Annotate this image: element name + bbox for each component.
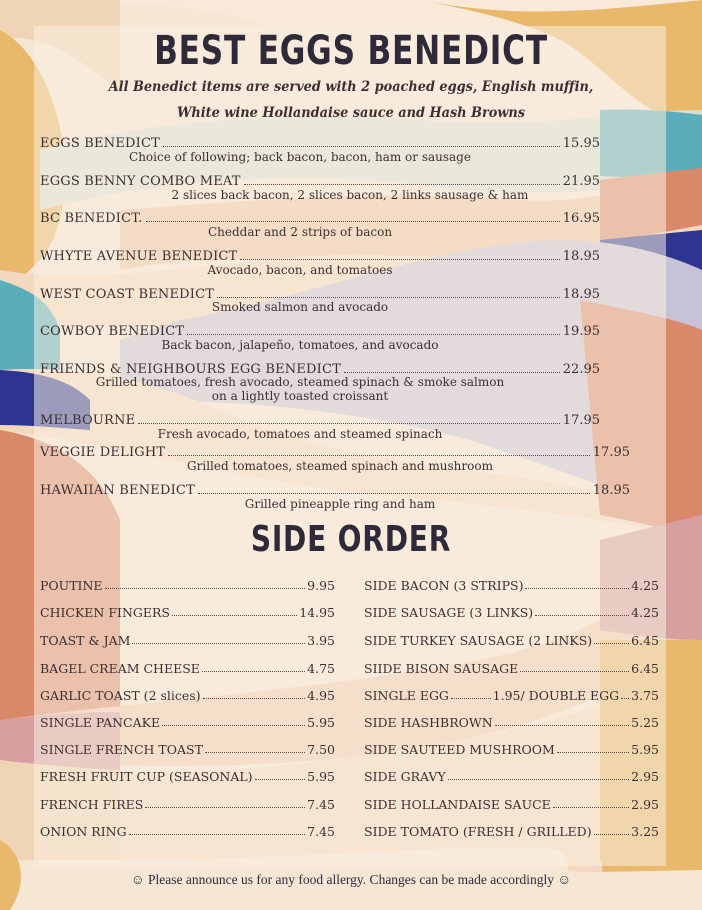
side-item-mid-price: 1.95 (492, 688, 521, 703)
leader-dots (145, 806, 305, 808)
side-item-name: SIDE SAUSAGE (3 LINKS) (364, 605, 534, 620)
menu-item-price: 22.95 (562, 362, 600, 377)
side-item (364, 769, 659, 784)
leader-dots (448, 778, 629, 780)
leader-dots (146, 220, 560, 222)
side-item-name: POUTINE (40, 578, 103, 593)
side-item-name: CHICKEN FINGERS (40, 605, 170, 620)
side-item-name: SIDE TURKEY SAUSAGE (2 LINKS) (364, 633, 593, 648)
side-item-name: SIDE TOMATO (FRESH / GRILLED) (364, 824, 592, 839)
side-item-name: SIDE GRAVY (364, 769, 446, 784)
side-item-name: FRENCH FIRES (40, 797, 144, 812)
leader-dots (451, 697, 491, 699)
leader-dots (344, 371, 560, 373)
side-item (40, 578, 335, 593)
side-item-name: SIDE SAUTEED MUSHROOM (364, 742, 555, 757)
side-item-price: 4.75 (307, 661, 335, 676)
menu-item (40, 445, 630, 460)
side-item-price: 4.95 (307, 688, 335, 703)
leader-dots (105, 587, 306, 589)
menu-item (40, 211, 600, 226)
side-item (40, 633, 335, 648)
leader-dots (621, 697, 629, 699)
menu-item (40, 483, 630, 498)
leader-dots (535, 614, 629, 616)
menu-item-price: 19.95 (562, 324, 600, 339)
side-item (364, 742, 659, 757)
side-item-name: GARLIC TOAST (2 slices) (40, 688, 201, 703)
side-item-price: 5.95 (307, 769, 335, 784)
side-item-name: ONION RING (40, 824, 127, 839)
menu-item-description: Grilled pineapple ring and ham (244, 497, 436, 511)
leader-dots (495, 724, 630, 726)
side-item-price: 2.95 (631, 769, 659, 784)
side-item-price: 7.45 (307, 797, 335, 812)
menu-item-description: on a lightly toasted croissant (211, 389, 389, 403)
side-item-name: SINGLE PANCAKE (40, 715, 161, 730)
side-item-name: SIDE BACON (3 STRIPS) (364, 578, 524, 593)
side-item-name: SINGLE EGG (364, 688, 449, 703)
menu-item-description: Grilled tomatoes, steamed spinach and mushroom (187, 459, 493, 473)
side-item-price: 5.95 (631, 742, 659, 757)
menu-item-price: 21.95 (562, 174, 600, 189)
leader-dots (557, 751, 629, 753)
menu-item-description: Avocado, bacon, and tomatoes (207, 263, 393, 277)
menu-item-description: Choice of following; back bacon, bacon, ham or sausage (129, 150, 471, 164)
side-item-price: 7.45 (307, 824, 335, 839)
menu-item (40, 174, 600, 189)
leader-dots (244, 183, 560, 185)
leader-dots (168, 454, 590, 456)
side-item-price: 3.25 (631, 824, 659, 839)
leader-dots (187, 333, 560, 335)
leader-dots (138, 422, 559, 424)
side-item-price: 4.25 (631, 605, 659, 620)
side-item-price: 5.95 (307, 715, 335, 730)
side-item-name: BAGEL CREAM CHEESE (40, 661, 200, 676)
side-item (40, 715, 335, 730)
side-item (364, 715, 659, 730)
leader-dots (520, 670, 629, 672)
side-item-name: TOAST & JAM (40, 633, 131, 648)
page-title: BEST EGGS BENEDICT (154, 28, 548, 74)
side-item-name: SINGLE FRENCH TOAST (40, 742, 203, 757)
leader-dots (203, 697, 306, 699)
side-item-price: 2.95 (631, 797, 659, 812)
menu-item-description: Cheddar and 2 strips of bacon (207, 225, 393, 239)
side-item-price: 9.95 (307, 578, 335, 593)
side-item (364, 824, 659, 839)
leader-dots (525, 587, 629, 589)
leader-dots (594, 833, 630, 835)
menu-item-name: WEST COAST BENEDICT (40, 287, 215, 302)
leader-dots (553, 806, 629, 808)
side-item-price: 5.25 (631, 715, 659, 730)
side-item-name-2: / DOUBLE EGG (520, 688, 620, 703)
menu-item-description: Grilled tomatoes, fresh avocado, steamed spinach & smoke salmon (95, 375, 505, 389)
menu-item (40, 136, 600, 151)
leader-dots (594, 642, 629, 644)
side-item-name: SIIDE BISON SAUSAGE (364, 661, 519, 676)
leader-dots (163, 145, 560, 147)
side-item-price: 6.45 (631, 661, 659, 676)
leader-dots (240, 258, 559, 260)
menu-item (40, 413, 600, 428)
side-item (40, 688, 335, 703)
leader-dots (198, 492, 590, 494)
side-item (40, 605, 335, 620)
menu-item-price: 18.95 (562, 287, 600, 302)
menu-item-price: 18.95 (592, 483, 630, 498)
leader-dots (255, 778, 306, 780)
menu-item-description: Back bacon, jalapeño, tomatoes, and avocado (161, 338, 439, 352)
side-item (364, 633, 659, 648)
side-item (364, 605, 659, 620)
menu-item-description: 2 slices back bacon, 2 slices bacon, 2 links sausage & ham (171, 188, 529, 202)
menu-item-name: FRIENDS & NEIGHBOURS EGG BENEDICT (40, 362, 342, 377)
side-item-price: 6.45 (631, 633, 659, 648)
side-item-name: SIDE HOLLANDAISE SAUCE (364, 797, 551, 812)
leader-dots (162, 724, 305, 726)
subtitle-line-1: All Benedict items are served with 2 poached eggs, English muffin, (108, 79, 594, 95)
side-item-price: 4.25 (631, 578, 659, 593)
menu-item-name: BC BENEDICT. (40, 211, 143, 226)
side-item (364, 578, 659, 593)
side-item (40, 769, 335, 784)
side-item (40, 824, 335, 839)
menu-item (40, 249, 600, 264)
menu-item-name: MELBOURNE (40, 413, 136, 428)
side-item (40, 742, 335, 757)
menu-item-name: COWBOY BENEDICT (40, 324, 185, 339)
subtitle-line-2: White wine Hollandaise sauce and Hash Browns (176, 105, 526, 121)
menu-item-description: Smoked salmon and avocado (211, 300, 389, 314)
leader-dots (202, 670, 305, 672)
menu-item-price: 15.95 (562, 136, 600, 151)
side-item (40, 797, 335, 812)
side-item-name: SIDE HASHBROWN (364, 715, 493, 730)
side-item-price: 3.95 (307, 633, 335, 648)
menu-item-price: 17.95 (562, 413, 600, 428)
side-item-name: FRESH FRUIT CUP (SEASONAL) (40, 769, 253, 784)
section-title-side-order: SIDE ORDER (250, 519, 452, 560)
side-item-price: 14.95 (299, 605, 335, 620)
allergy-notice: ☺ Please announce us for any food allergy. Changes can be made accordingly ☺ (130, 872, 572, 887)
side-item (364, 661, 659, 676)
leader-dots (132, 642, 305, 644)
menu-item-name: EGGS BENNY COMBO MEAT (40, 174, 241, 189)
side-item-price: 3.75 (631, 688, 659, 703)
menu-item-description: Fresh avocado, tomatoes and steamed spinach (157, 427, 443, 441)
side-item (364, 797, 659, 812)
menu-item-price: 17.95 (592, 445, 630, 460)
leader-dots (172, 614, 297, 616)
menu-item (40, 324, 600, 339)
leader-dots (217, 296, 560, 298)
side-item-egg (364, 688, 659, 703)
menu-item-price: 16.95 (562, 211, 600, 226)
side-item-price: 7.50 (307, 742, 335, 757)
menu-item-name: HAWAIIAN BENEDICT (40, 483, 195, 498)
menu-item-price: 18.95 (562, 249, 600, 264)
menu-item-name: EGGS BENEDICT (40, 136, 160, 151)
side-item (40, 661, 335, 676)
menu-item-name: WHYTE AVENUE BENEDICT (40, 249, 238, 264)
menu-item-name: VEGGIE DELIGHT (40, 445, 166, 460)
leader-dots (129, 833, 306, 835)
leader-dots (205, 751, 305, 753)
